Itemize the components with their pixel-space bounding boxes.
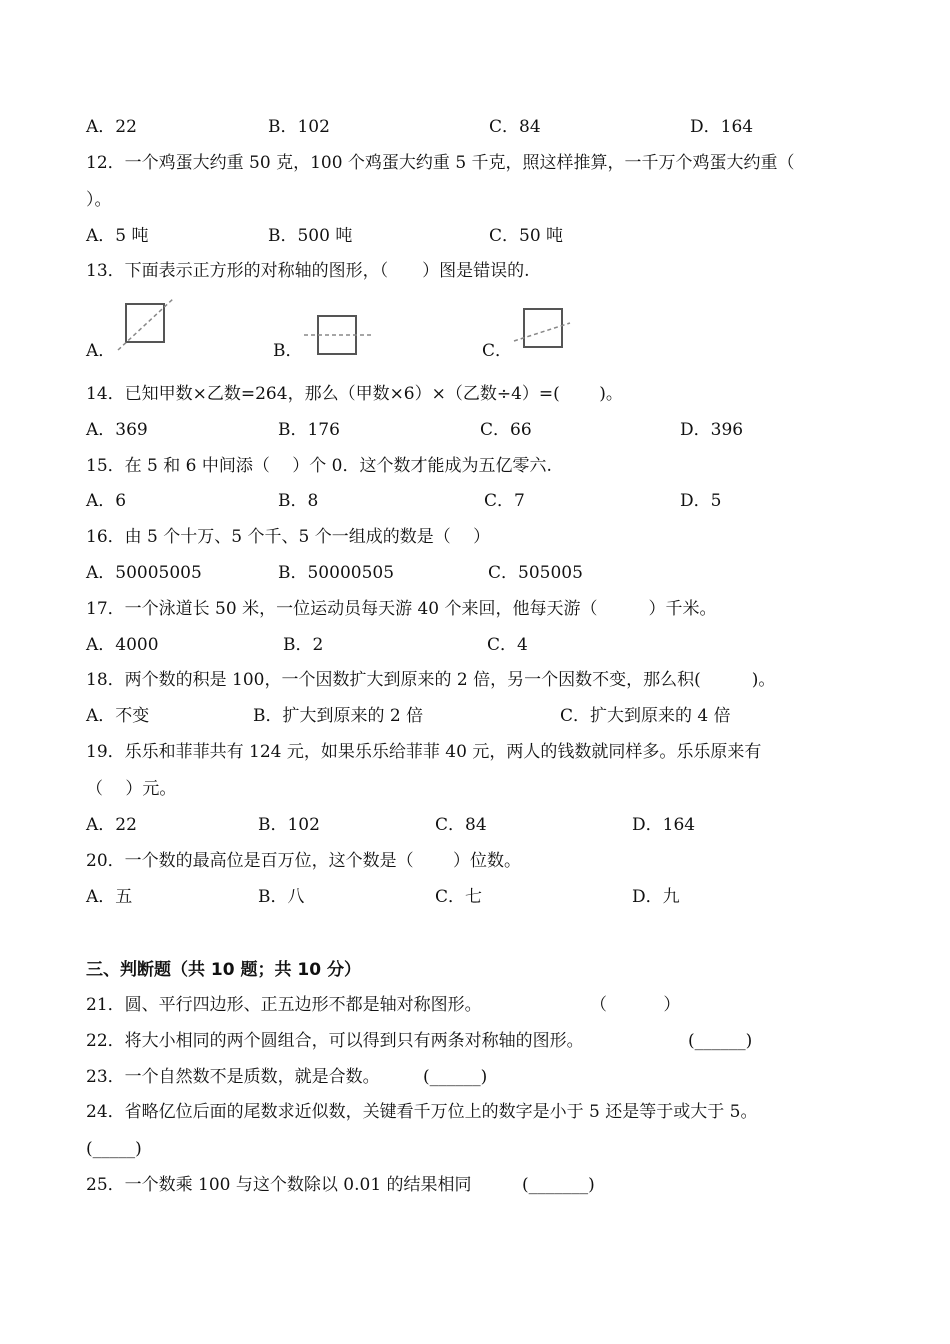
q14-option-a: A．369: [86, 420, 148, 440]
q11-option-d: D．164: [690, 117, 754, 137]
q14-option-b: B．176: [278, 420, 340, 440]
q12-option-b: B．500 吨: [268, 226, 353, 246]
q15-option-a: A．6: [86, 491, 127, 511]
q11-option-c: C．84: [489, 117, 541, 137]
q23-text: 23．一个自然数不是质数，就是合数。: [86, 1067, 380, 1087]
q24-text: 24．省略亿位后面的尾数求近似数，关键看千万位上的数字是小于 5 还是等于或大于 5。: [86, 1102, 758, 1122]
q13-option-c: C．: [482, 341, 513, 361]
q19-cont: （ ）元。: [86, 779, 177, 799]
q12-text: 12．一个鸡蛋大约重 50 克，100 个鸡蛋大约重 5 千克，照这样推算，一千万个鸡蛋大约重（: [86, 153, 795, 173]
square-horizontal-axis-figure: [304, 312, 374, 358]
q24-blank: (_____): [86, 1139, 142, 1159]
q20-option-b: B．八: [258, 887, 305, 907]
q18-option-b: B．扩大到原来的 2 倍: [253, 706, 424, 726]
q18-option-a: A．不变: [86, 706, 150, 726]
square-diagonal-figure: [116, 296, 178, 354]
q19-text: 19．乐乐和菲菲共有 124 元，如果乐乐给菲菲 40 元，两人的钱数就同样多。乐乐原来有: [86, 742, 762, 762]
q18-text: 18．两个数的积是 100，一个因数扩大到原来的 2 倍，另一个因数不变，那么积( )。: [86, 670, 776, 690]
q14-option-c: C．66: [480, 420, 532, 440]
q18-option-c: C．扩大到原来的 4 倍: [560, 706, 731, 726]
q16-option-c: C．505005: [488, 563, 583, 583]
q25-text: 25．一个数乘 100 与这个数除以 0.01 的结果相同: [86, 1175, 472, 1195]
q11-option-a: A．22: [86, 117, 137, 137]
q19-option-c: C．84: [435, 815, 487, 835]
q20-text: 20．一个数的最高位是百万位，这个数是（ ）位数。: [86, 851, 522, 871]
q15-option-c: C．7: [484, 491, 525, 511]
q21-blank: （ ）: [590, 995, 681, 1015]
q23-blank: (______): [423, 1067, 488, 1087]
q11-option-b: B．102: [268, 117, 330, 137]
q22-text: 22．将大小相同的两个圆组合，可以得到只有两条对称轴的图形。: [86, 1031, 584, 1051]
q20-option-a: A．五: [86, 887, 133, 907]
q12-option-a: A．5 吨: [86, 226, 149, 246]
q20-option-c: C．七: [435, 887, 483, 907]
q21-text: 21．圆、平行四边形、正五边形不都是轴对称图形。: [86, 995, 482, 1015]
q22-blank: (______): [688, 1031, 753, 1051]
q13-text: 13．下面表示正方形的对称轴的图形，（ ）图是错误的.: [86, 261, 530, 281]
square-tilted-line-figure: [512, 305, 574, 353]
q14-option-d: D．396: [680, 420, 744, 440]
q14-text: 14．已知甲数×乙数=264，那么（甲数×6）×（乙数÷4）=( )。: [86, 384, 623, 404]
q20-option-d: D．九: [632, 887, 680, 907]
q17-option-b: B．2: [283, 635, 324, 655]
q19-option-b: B．102: [258, 815, 320, 835]
q17-option-a: A．4000: [86, 635, 159, 655]
q19-option-a: A．22: [86, 815, 137, 835]
q15-option-b: B．8: [278, 491, 319, 511]
q15-option-d: D．5: [680, 491, 722, 511]
q12-cont: ）。: [86, 190, 112, 210]
q16-option-a: A．50005005: [86, 563, 202, 583]
q15-text: 15．在 5 和 6 中间添（ ）个 0．这个数才能成为五亿零六.: [86, 456, 552, 476]
q13-option-b: B．: [273, 341, 303, 361]
q17-text: 17．一个泳道长 50 米，一位运动员每天游 40 个来回，他每天游（ ）千米。: [86, 599, 717, 619]
q17-option-c: C．4: [487, 635, 528, 655]
q12-option-c: C．50 吨: [489, 226, 564, 246]
section-title: 三、判断题（共 10 题；共 10 分）: [86, 960, 361, 980]
q19-option-d: D．164: [632, 815, 696, 835]
q13-option-a: A．: [86, 341, 116, 361]
q16-option-b: B．50000505: [278, 563, 395, 583]
q16-text: 16．由 5 个十万、5 个千、5 个一组成的数是（ ）: [86, 527, 491, 547]
q25-blank: (_______): [522, 1175, 595, 1195]
